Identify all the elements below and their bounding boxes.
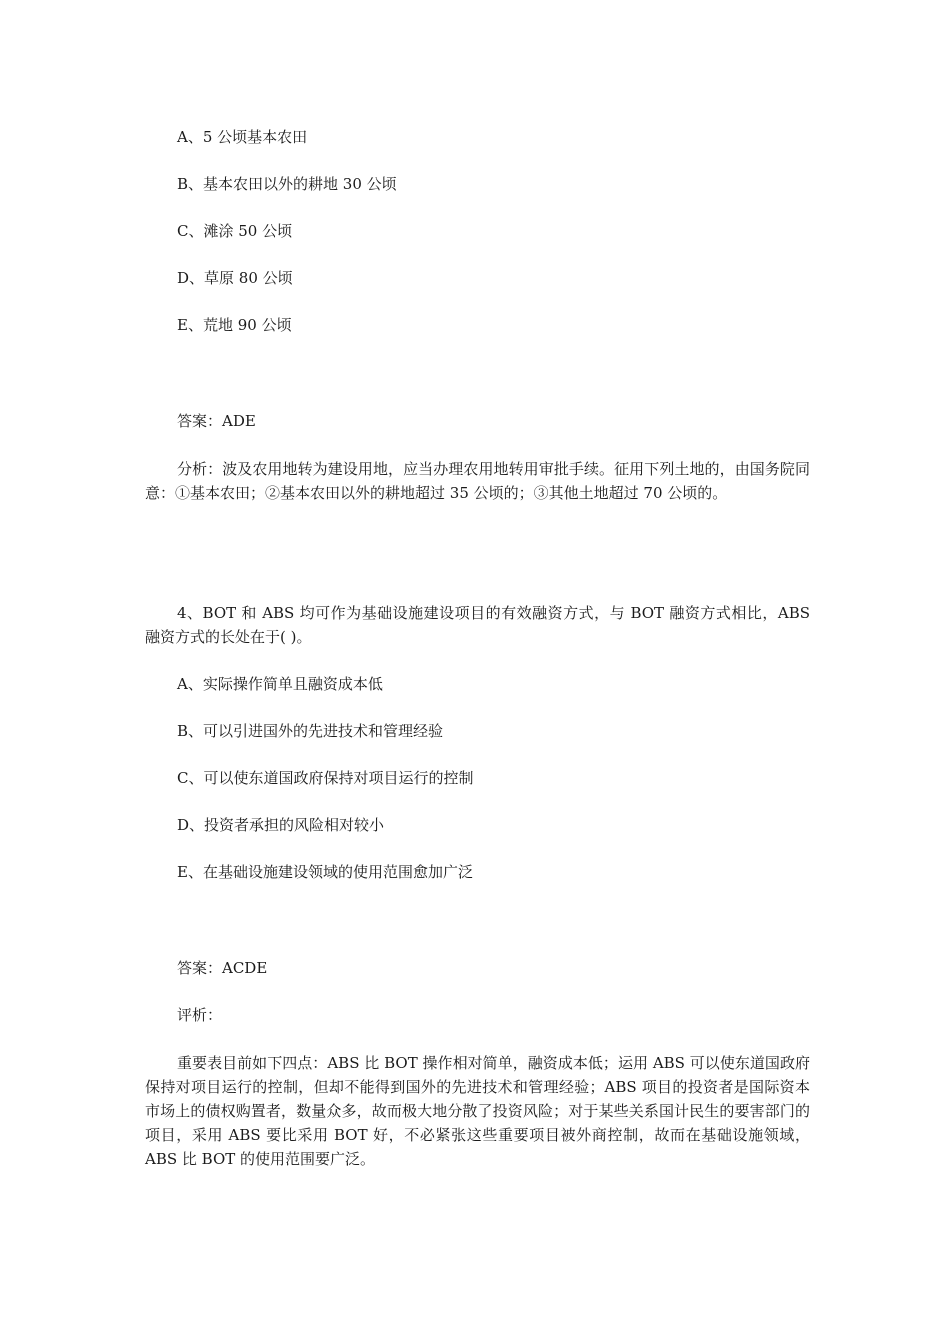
q4-option-c: C、可以使东道国政府保持对项目运行的控制 bbox=[177, 769, 474, 787]
q4-analysis-label: 评析： bbox=[177, 1006, 223, 1024]
q4-analysis: 重要表目前如下四点：ABS 比 BOT 操作相对简单，融资成本低；运用 ABS 可以使东道国政府保持对项目运行的控制，但却不能得到国外的先进技术和管理经验；ABS 项目的投资者是国际资本市场上的债权购置者，数量众多，故而极大地分散了投资风险；对于某些关系国计民生的要害部门的项目，采用 ABS 要比采用 BOT 好，不必紧张这些重要项目被外商控制，故而在基础设施领域，ABS 比 BOT 的使用范围要广泛。 bbox=[145, 1054, 810, 1168]
q3-option-e: E、荒地 90 公顷 bbox=[177, 316, 292, 334]
q3-option-b: B、基本农田以外的耕地 30 公顷 bbox=[177, 175, 397, 193]
q4-answer: 答案：ACDE bbox=[177, 959, 268, 977]
q4-question: 4、BOT 和 ABS 均可作为基础设施建设项目的有效融资方式，与 BOT 融资方式相比，ABS 融资方式的长处在于( )。 bbox=[145, 604, 810, 646]
q3-option-c: C、滩涂 50 公顷 bbox=[177, 222, 293, 240]
q4-option-e: E、在基础设施建设领域的使用范围愈加广泛 bbox=[177, 863, 473, 881]
q3-option-a: A、5 公顷基本农田 bbox=[177, 128, 308, 146]
q3-analysis: 分析：波及农用地转为建设用地，应当办理农用地转用审批手续。征用下列土地的，由国务院同意：①基本农田；②基本农田以外的耕地超过 35 公顷的；③其他土地超过 70 公顷的。 bbox=[145, 460, 810, 502]
q4-option-d: D、投资者承担的风险相对较小 bbox=[177, 816, 385, 834]
q4-option-a: A、实际操作简单且融资成本低 bbox=[177, 675, 383, 693]
q4-option-b: B、可以引进国外的先进技术和管理经验 bbox=[177, 722, 444, 740]
q3-option-d: D、草原 80 公顷 bbox=[177, 269, 293, 287]
q3-answer: 答案：ADE bbox=[177, 412, 256, 430]
